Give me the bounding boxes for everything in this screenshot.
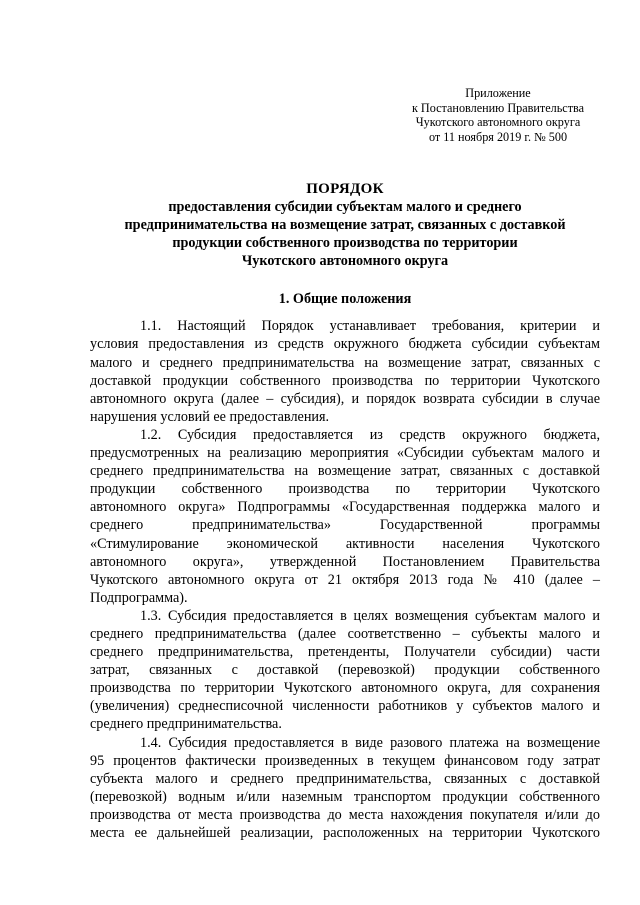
text-line: предусмотренных на реализацию мероприятия «Субсидии субъектам малого и	[90, 445, 600, 462]
appendix-line: Чукотского автономного округа	[415, 115, 581, 130]
section-body	[90, 317, 600, 842]
text-line: доставкой продукции собственного производства по территории Чукотского	[90, 372, 600, 389]
text-line: нарушения условий ее предоставления.	[90, 408, 330, 425]
document-title: ПОРЯДОК	[306, 181, 384, 198]
text-line: 1.3. Субсидия предоставляется в целях возмещения субъектам малого и	[140, 607, 600, 624]
section-heading: 1. Общие положения	[278, 291, 412, 308]
text-line: производства по территории Чукотского автономного округа, для сохранения	[90, 680, 600, 697]
text-line: среднего предпринимательства, претенденты, Получатели субсидии) части	[90, 644, 600, 661]
text-line: среднего предпринимательства.	[90, 716, 282, 733]
text-line: Подпрограмма).	[90, 589, 188, 606]
appendix-line: Приложение	[465, 86, 531, 100]
subtitle-line: продукции собственного производства по территории	[172, 235, 518, 252]
paragraph-1-4	[90, 734, 600, 843]
text-line: (увеличения) среднесписочной численности работников у субъектов малого и	[90, 698, 600, 715]
text-line: производства от места производства до места нахождения покупателя и/или до	[90, 806, 600, 823]
text-line: условия предоставления из средств окружного бюджета субсидии субъектам	[90, 336, 600, 353]
appendix-line: от 11 ноября 2019 г. № 500	[428, 129, 568, 144]
paragraph-1-3	[90, 607, 600, 734]
text-line: «Стимулирование экономической активности населения Чукотского	[90, 535, 600, 552]
document-subtitle	[90, 198, 600, 270]
subtitle-line: предоставления субсидии субъектам малого и среднего	[168, 199, 522, 216]
text-line: 1.2. Субсидия предоставляется из средств окружного бюджета,	[140, 426, 600, 443]
appendix-block	[398, 86, 598, 144]
text-line: автономного округа (далее – субсидия), и порядок возврата субсидии в случае	[90, 390, 600, 407]
text-line: автономного округа» Подпрограммы «Государственная поддержка малого и	[90, 499, 600, 516]
text-line: места ее дальнейшей реализации, расположенных на территории Чукотского	[90, 825, 600, 841]
text-line: 95 процентов фактически произведенных в текущем финансовом году затрат	[90, 752, 600, 769]
text-line: 1.1. Настоящий Порядок устанавливает требования, критерии и	[140, 318, 600, 335]
text-line: среднего предпринимательства на возмещение затрат, связанных с доставкой	[90, 463, 600, 480]
appendix-line: к Постановлению Правительства	[411, 100, 585, 115]
text-line: субъекта малого и среднего предпринимательства, связанных с доставкой	[90, 770, 600, 787]
text-line: продукции собственного производства по территории Чукотского	[90, 481, 600, 498]
paragraph-1-1	[90, 317, 600, 426]
text-line: среднего предпринимательства» Государственной программы	[90, 517, 600, 534]
text-line: среднего предпринимательства (далее соответственно – субъекты малого и	[90, 625, 600, 642]
text-line: (перевозкой) водным и/или наземным транспортом продукции собственного	[90, 788, 600, 805]
subtitle-line: Чукотского автономного округа	[241, 253, 449, 270]
subtitle-line: предпринимательства на возмещение затрат, связанных с доставкой	[124, 217, 566, 234]
text-line: автономного округа», утвержденной Постановлением Правительства	[90, 553, 600, 570]
text-line: 1.4. Субсидия предоставляется в виде разового платежа на возмещение	[140, 734, 600, 751]
paragraph-1-2	[90, 426, 600, 607]
text-line: Чукотского автономного округа от 21 октября 2013 года № 410 (далее –	[90, 571, 600, 588]
text-line: малого и среднего предпринимательства на возмещение затрат, связанных с	[90, 354, 600, 371]
text-line: затрат, связанных с доставкой (перевозкой) продукции собственного	[90, 662, 600, 679]
